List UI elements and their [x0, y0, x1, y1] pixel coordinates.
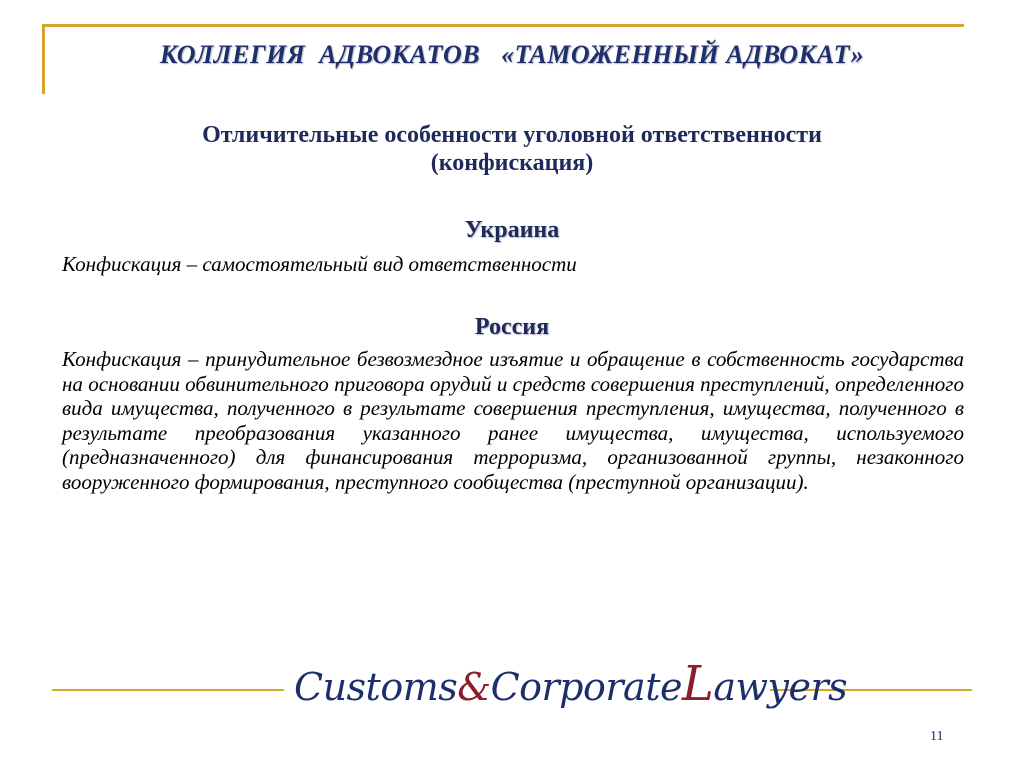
- header-bracket-horizontal: [42, 24, 964, 27]
- footer-divider-left: [52, 689, 284, 691]
- header-title: КОЛЛЕГИЯ АДВОКАТОВ «ТАМОЖЕННЫЙ АДВОКАТ»: [159, 40, 865, 69]
- russia-heading: Россия: [474, 314, 550, 340]
- logo-word-corporate: Corporate: [490, 665, 682, 709]
- slide-title-line-2: (конфискация): [430, 150, 594, 176]
- logo-word-customs: Customs: [294, 665, 458, 709]
- logo-letter-l: L: [681, 656, 714, 712]
- logo-word-awyers: awyers: [713, 665, 848, 709]
- slide-title: [0, 121, 1024, 177]
- russia-text: Конфискация – принудительное безвозмездное изъятие и обращение в собственность государства на основании обвинительного приговора орудий и средств совершения преступлений, определенного вида имущества, полученного в результате совершения преступления, имущества, полученного в результате преобразования указанного ранее имущества, имущества, используемого (предназначенного) для финансирования терроризма, организованной группы, незаконного вооруженного формирования, преступного сообщества (преступной организации).: [62, 347, 964, 494]
- ukraine-heading: Украина: [464, 217, 560, 243]
- ukraine-text: Конфискация – самостоятельный вид ответственности: [62, 252, 577, 276]
- page-number: 11: [930, 729, 944, 744]
- logo-wordmark: [294, 656, 847, 712]
- slide-title-line-1: Отличительные особенности уголовной ответственности: [202, 122, 822, 148]
- company-logo: [288, 642, 848, 726]
- logo-ampersand: &: [457, 665, 491, 709]
